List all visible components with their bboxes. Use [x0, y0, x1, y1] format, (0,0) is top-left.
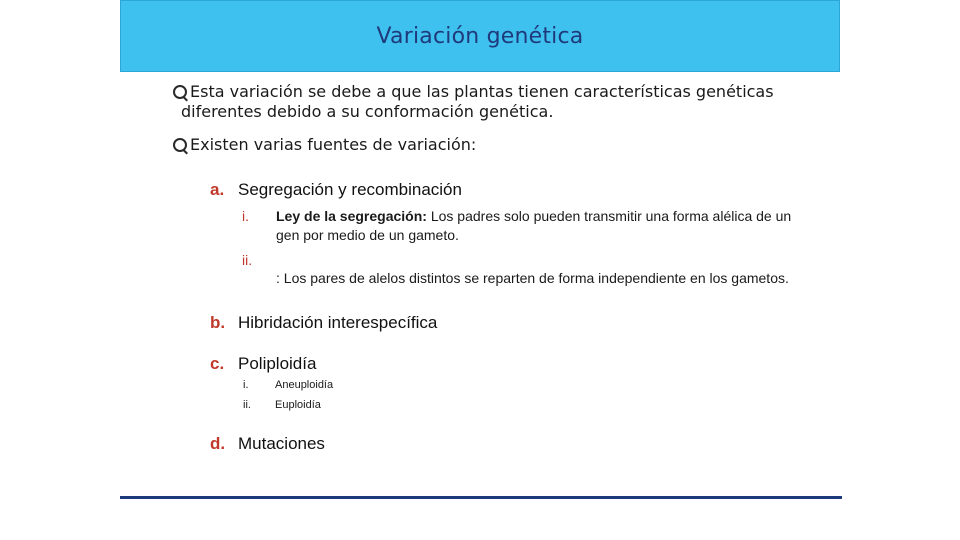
item-body [276, 269, 796, 288]
source-a [210, 180, 462, 200]
source-b-marker: b. [210, 313, 226, 332]
source-c-item-i [243, 379, 443, 393]
source-d [210, 434, 325, 454]
item-marker: ii. [243, 399, 251, 411]
source-a-label: Segregación y recombinación [238, 180, 462, 199]
source-a-item-i [242, 207, 802, 247]
item-bold: Ley de la segregación: [276, 208, 427, 224]
bullet-2-line1: Existen varias fuentes de variación: [190, 135, 477, 154]
bottom-rule [120, 496, 842, 499]
item-text: Los padres solo pueden transmitir una forma alélica de un gen por medio de un gameto. [276, 208, 792, 243]
q-bullet-icon [173, 138, 187, 152]
title-bar [120, 0, 840, 72]
q-bullet-icon [173, 85, 187, 99]
item-marker: ii. [242, 252, 253, 268]
source-a-item-ii [242, 251, 802, 307]
item-marker: i. [242, 208, 249, 224]
source-c [210, 354, 316, 374]
item-body [276, 207, 796, 245]
bullet-1-line2: diferentes debido a su conformación genética. [181, 102, 554, 121]
source-b-label: Hibridación interespecífica [238, 313, 438, 332]
source-c-marker: c. [210, 354, 225, 373]
bullet-1 [173, 82, 813, 122]
item-marker: i. [243, 379, 249, 391]
source-d-label: Mutaciones [238, 434, 325, 453]
item-text: Aneuploidía [275, 379, 334, 391]
source-c-item-ii [243, 399, 443, 413]
source-b [210, 313, 437, 333]
source-a-marker: a. [210, 180, 225, 199]
slide-title: Variación genética [376, 23, 584, 49]
item-text: : Los pares de alelos distintos se reparten de forma independiente en los gametos. [276, 270, 789, 286]
item-text: Euploidía [275, 399, 321, 411]
bullet-1-line1: Esta variación se debe a que las plantas tienen características genéticas [190, 82, 774, 101]
source-c-label: Poliploidía [238, 354, 317, 373]
bullet-2 [173, 135, 476, 155]
source-d-marker: d. [210, 434, 226, 453]
